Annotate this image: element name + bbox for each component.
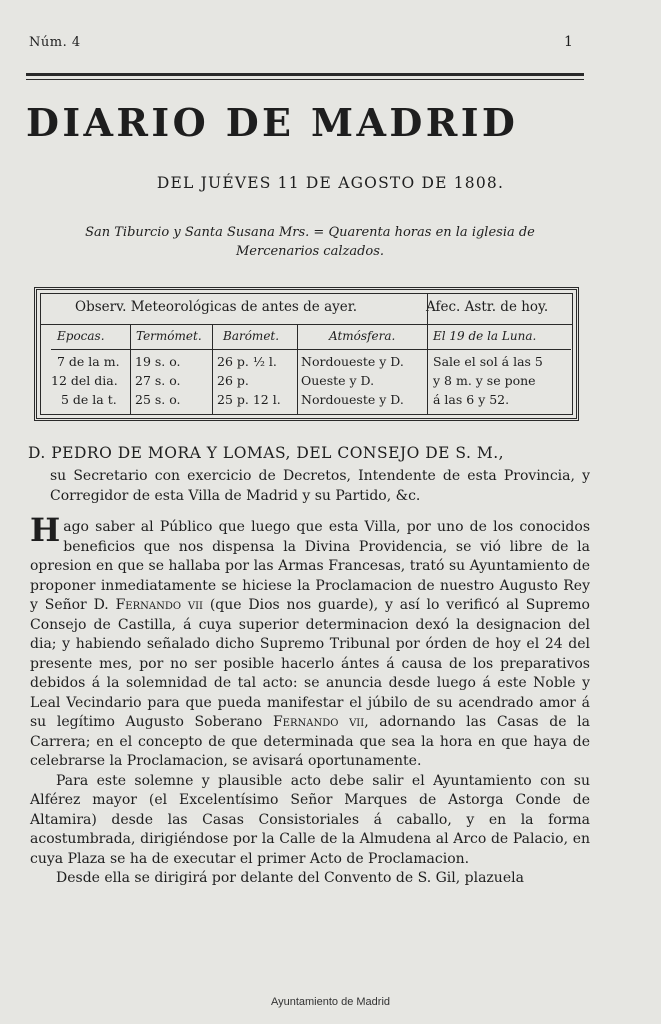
drop-cap: H xyxy=(30,511,61,549)
row2-barometro: 26 p. xyxy=(217,373,249,388)
king-name: Fernando vii xyxy=(115,597,204,613)
newspaper-title: DIARIO DE MADRID xyxy=(26,100,519,145)
row1-astro: Sale el sol á las 5 xyxy=(433,354,543,369)
issue-number: Núm. 4 xyxy=(29,35,81,50)
article-body xyxy=(30,511,590,889)
archive-credit: Ayuntamiento de Madrid xyxy=(270,996,391,1008)
masthead-rule-thin xyxy=(26,79,584,80)
weather-header-right: Afec. Astr. de hoy. xyxy=(426,299,549,315)
table-divider xyxy=(51,349,571,350)
corner-mark: 1 xyxy=(564,34,573,50)
row3-epoca: 5 de la t. xyxy=(61,392,117,407)
paragraph-3: Desde ella se dirigirá por delante del Convento de S. Gil, plazuela xyxy=(56,870,524,886)
weather-table xyxy=(40,293,573,415)
row1-termometro: 19 s. o. xyxy=(135,354,181,369)
col-atmosfera: Atmósfera. xyxy=(329,329,396,343)
row2-termometro: 27 s. o. xyxy=(135,373,181,388)
row2-epoca: 12 del dia. xyxy=(51,373,118,388)
column-divider xyxy=(427,294,428,414)
paragraph-1-part-b: (que Dios nos guarde), y así lo verificó al Supremo Consejo de Castilla, á cuya superior determinacion dexó la designacion del dia; y habiendo señalado dicho Supremo Tribunal por órden de hoy el 24 del presente mes, por no ser posible hacerlo ántes á causa de los preparativos debidos á la solemnidad de tal acto: se anuncia desde luego á este Noble y Leal Vecindario para que pueda manifestar el júbilo de su acendrado amor á su legítimo Augusto Soberano xyxy=(30,597,590,730)
row2-astro: y 8 m. y se pone xyxy=(433,373,536,388)
row1-barometro: 26 p. ½ l. xyxy=(217,354,277,369)
row2-atmosfera: Oueste y D. xyxy=(301,373,375,388)
row3-astro: á las 6 y 52. xyxy=(433,392,510,407)
row1-atmosfera: Nordoueste y D. xyxy=(301,354,404,369)
king-name: Fernando vii xyxy=(272,714,365,730)
paragraph-1-part-c: , adornando las Casas de la Carrera; en el concepto de que determinada que sea la hora en que haya de celebrarse la Proclamacion, se avisará oportunamente. xyxy=(30,714,590,769)
weather-header-left: Observ. Meteorológicas de antes de ayer. xyxy=(75,299,358,315)
table-divider xyxy=(41,324,572,325)
col-termometro: Termómet. xyxy=(136,329,202,343)
col-luna: El 19 de la Luna. xyxy=(433,329,537,343)
row3-barometro: 25 p. 12 l. xyxy=(217,392,281,407)
paragraph-2: Para este solemne y plausible acto debe salir el Ayuntamiento con su Alférez mayor (el Excelentísimo Señor Marques de Astorga Conde de Altamira) desde las Casas Consistoriales á caballo, y en la forma acostumbrada, dirigiéndose por la Calle de la Almudena al Arco de Palacio, en cuya Plaza se ha de executar el primer Acto de Proclamacion. xyxy=(30,772,590,867)
paragraph-1-part-a: ago saber al Público que luego que esta Villa, por uno de los conocidos beneficios que nos dispensa la Divina Providencia, se vió libre de la opresion en que se hallaba por las Armas Francesas, trató su Ayuntamiento de proponer inmediatamente se hiciese la Proclamacion de nuestro Augusto Rey y Señor D. xyxy=(30,519,590,613)
saints-of-the-day: San Tiburcio y Santa Susana Mrs. = Quarenta horas en la iglesia de Mercenarios calzados. xyxy=(85,225,535,259)
issue-date: DEL JUÉVES 11 DE AGOSTO DE 1808. xyxy=(156,174,505,192)
row1-epoca: 7 de la m. xyxy=(57,354,120,369)
paragraph-1 xyxy=(30,511,590,772)
official-heading: D. PEDRO DE MORA Y LOMAS, DEL CONSEJO DE S. M., xyxy=(28,444,505,462)
column-divider xyxy=(297,324,298,414)
column-divider xyxy=(212,324,213,414)
official-titles: su Secretario con exercicio de Decretos, Intendente de esta Provincia, y Corregidor de esta Villa de Madrid y su Partido, &c. xyxy=(50,468,590,504)
column-divider xyxy=(130,324,131,414)
row3-termometro: 25 s. o. xyxy=(135,392,181,407)
row3-atmosfera: Nordoueste y D. xyxy=(301,392,404,407)
col-barometro: Barómet. xyxy=(223,329,280,343)
masthead-rule-thick xyxy=(26,73,584,76)
col-epocas: Epocas. xyxy=(57,329,105,343)
